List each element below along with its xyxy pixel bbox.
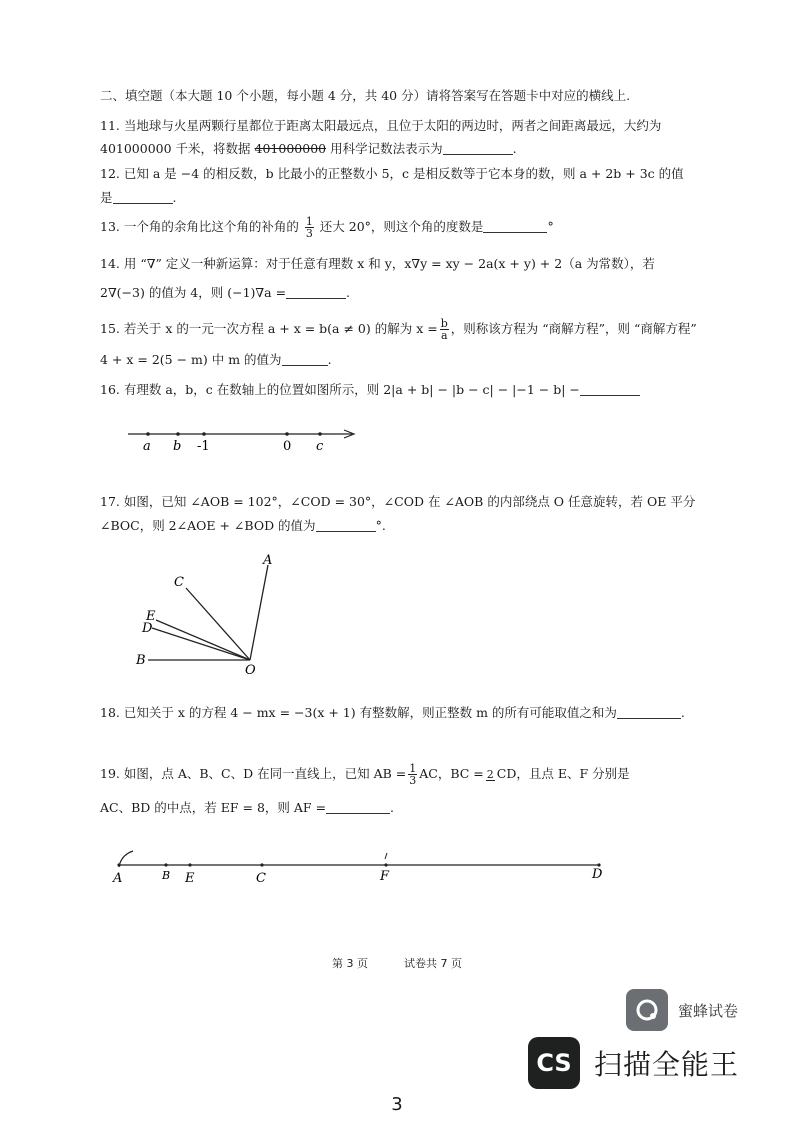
q19-text-pre: 19. 如图，点 A、B、C、D 在同一直线上，已知 AB =: [100, 766, 407, 781]
q19-answer-blank[interactable]: [326, 801, 390, 814]
q19-text-mid: AC，BC =: [419, 766, 484, 781]
label-E: E: [185, 871, 195, 886]
q15-line1: [100, 318, 697, 341]
q15-line2: [100, 352, 332, 368]
q19-line-figure: [105, 845, 615, 890]
camscanner-logo-text: CS: [536, 1049, 572, 1077]
q19-fraction-1: [408, 763, 417, 786]
q12-answer-blank[interactable]: [113, 191, 173, 204]
point-c: [318, 432, 322, 436]
point-zero: [285, 432, 289, 436]
q13-fraction: [305, 216, 314, 239]
q11-text-a: 401000000 千米，将数据: [100, 141, 255, 156]
point-C: [260, 863, 263, 866]
label-c: c: [316, 439, 324, 454]
point-A: [117, 863, 120, 866]
q15-text-post: ，则称该方程为 “商解方程”，则 “商解方程”: [450, 321, 697, 336]
q12-line1: 12. 已知 a 是 −4 的相反数，b 比最小的正整数小 5，c 是相反数等于它本身的数，则 a + 2b + 3c 的值: [100, 166, 684, 181]
q14-line2: [100, 285, 350, 301]
q17-text: ∠BOC，则 2∠AOE + ∠BOD 的值为: [100, 518, 316, 533]
watermark-miaofeng: [626, 989, 738, 1031]
label-B: B: [162, 869, 171, 882]
label-A: A: [113, 871, 123, 886]
q16-text: 16. 有理数 a，b，c 在数轴上的位置如图所示，则 2|a + b| − |b − c| − |−1 − b| −: [100, 382, 580, 397]
label-C: C: [174, 575, 184, 590]
q11-line2: [100, 141, 517, 157]
q15-fraction: [440, 318, 449, 341]
label-a: a: [143, 439, 151, 454]
point-B: [164, 863, 167, 866]
q18-answer-blank[interactable]: [617, 706, 681, 719]
label-F: F: [380, 869, 390, 884]
q17-answer-blank[interactable]: [316, 519, 376, 532]
camscanner-label: 扫描全能王: [594, 1048, 740, 1081]
q19-end: .: [390, 800, 395, 815]
camscanner-logo-icon: [528, 1037, 580, 1089]
label-b: b: [173, 439, 182, 454]
watermark-camscanner: [528, 1037, 739, 1089]
q15-text-l2: 4 + x = 2(5 − m) 中 m 的值为: [100, 352, 282, 367]
q18-text: 18. 已知关于 x 的方程 4 − mx = −3(x + 1) 有整数解，则正整数 m 的所有可能取值之和为: [100, 705, 617, 720]
q19-frac1-num: 1: [409, 762, 417, 775]
label-O: O: [245, 663, 256, 678]
label-D: D: [142, 621, 153, 636]
point-minus-one: [202, 432, 206, 436]
section-heading: 二、填空题（本大题 10 个小题，每小题 4 分，共 40 分）请将答案写在答题卡中对应的横线上.: [100, 88, 631, 103]
q12-text: 是: [100, 190, 113, 205]
q15-frac-den: a: [440, 329, 448, 342]
q11-struck-number: 401000000: [254, 141, 327, 156]
page-number: 3: [391, 1094, 403, 1115]
q16-text-line: [100, 382, 640, 398]
point-E: [188, 863, 191, 866]
q12-line2: [100, 190, 177, 206]
q14-answer-blank[interactable]: [286, 286, 346, 299]
q11-text-c: 用科学记数法表示为: [326, 141, 443, 156]
q13-degree: °: [547, 219, 554, 234]
q14-text: 2∇(−3) 的值为 4，则 (−1)∇a =: [100, 285, 287, 300]
q15-answer-blank[interactable]: [282, 353, 328, 366]
q11-answer-blank[interactable]: [443, 142, 513, 155]
q11-end: .: [512, 141, 517, 156]
q13-text-pre: 13. 一个角的余角比这个角的补角的: [100, 219, 303, 234]
q15-end: .: [327, 352, 332, 367]
q13-text-post: 还大 20°，则这个角的度数是: [315, 219, 484, 234]
q18-end: .: [680, 705, 685, 720]
label-C: C: [256, 871, 266, 886]
footer-total: 试卷共 7 页: [404, 957, 462, 970]
q12-end: .: [172, 190, 177, 205]
label-minus-one: -1: [197, 439, 210, 454]
page-footer: [0, 955, 794, 971]
q17-line1: 17. 如图，已知 ∠AOB = 102°，∠COD = 30°，∠COD 在 ∠AOB 的内部绕点 O 任意旋转，若 OE 平分: [100, 494, 696, 509]
ray-OE: [156, 620, 250, 660]
q14-line1: 14. 用 “∇” 定义一种新运算：对于任意有理数 x 和 y，x∇y = xy − 2a(x + y) + 2（a 为常数），若: [100, 256, 655, 271]
q13-frac-num: 1: [305, 215, 313, 228]
q19-line2: [100, 800, 394, 816]
q17-angle-figure: [130, 550, 290, 680]
label-A: A: [263, 553, 273, 568]
q19-text-post: CD，且点 E、F 分别是: [496, 766, 630, 781]
question-13: [100, 216, 554, 239]
q17-line2: [100, 518, 386, 534]
question-18: [100, 705, 685, 721]
q19-fraction-2: [486, 769, 495, 781]
point-b: [176, 432, 180, 436]
q14-end: .: [346, 285, 351, 300]
q15-frac-num: b: [440, 317, 448, 330]
label-B: B: [136, 653, 146, 668]
miaofeng-label: 蜜蜂试卷: [678, 1001, 739, 1020]
point-a: [146, 432, 150, 436]
footer-page: 第 3 页: [332, 957, 368, 970]
q19-frac2-num: 2: [486, 767, 494, 781]
q13-answer-blank[interactable]: [483, 220, 547, 233]
q11-line1: 11. 当地球与火星两颗行星都位于距离太阳最远点，且位于太阳的两边时，两者之间距离最远，大约为: [100, 118, 662, 133]
label-E: E: [146, 609, 156, 624]
ray-OA: [250, 565, 268, 660]
q19-text-l2: AC、BD 的中点，若 EF = 8，则 AF =: [100, 800, 327, 815]
miaofeng-logo-icon: [626, 989, 668, 1031]
q16-number-line: [120, 420, 370, 460]
q19-line1: [100, 763, 630, 786]
q19-frac1-den: 3: [409, 774, 417, 787]
tick-F: [385, 853, 387, 859]
point-F: [384, 863, 387, 866]
q17-end: °.: [375, 518, 386, 533]
q16-answer-blank[interactable]: [580, 383, 640, 396]
q15-text-pre: 15. 若关于 x 的一元一次方程 a + x = b(a ≠ 0) 的解为 x =: [100, 321, 438, 336]
label-zero: 0: [283, 439, 292, 454]
q13-frac-den: 3: [305, 227, 313, 240]
label-D: D: [592, 867, 603, 882]
